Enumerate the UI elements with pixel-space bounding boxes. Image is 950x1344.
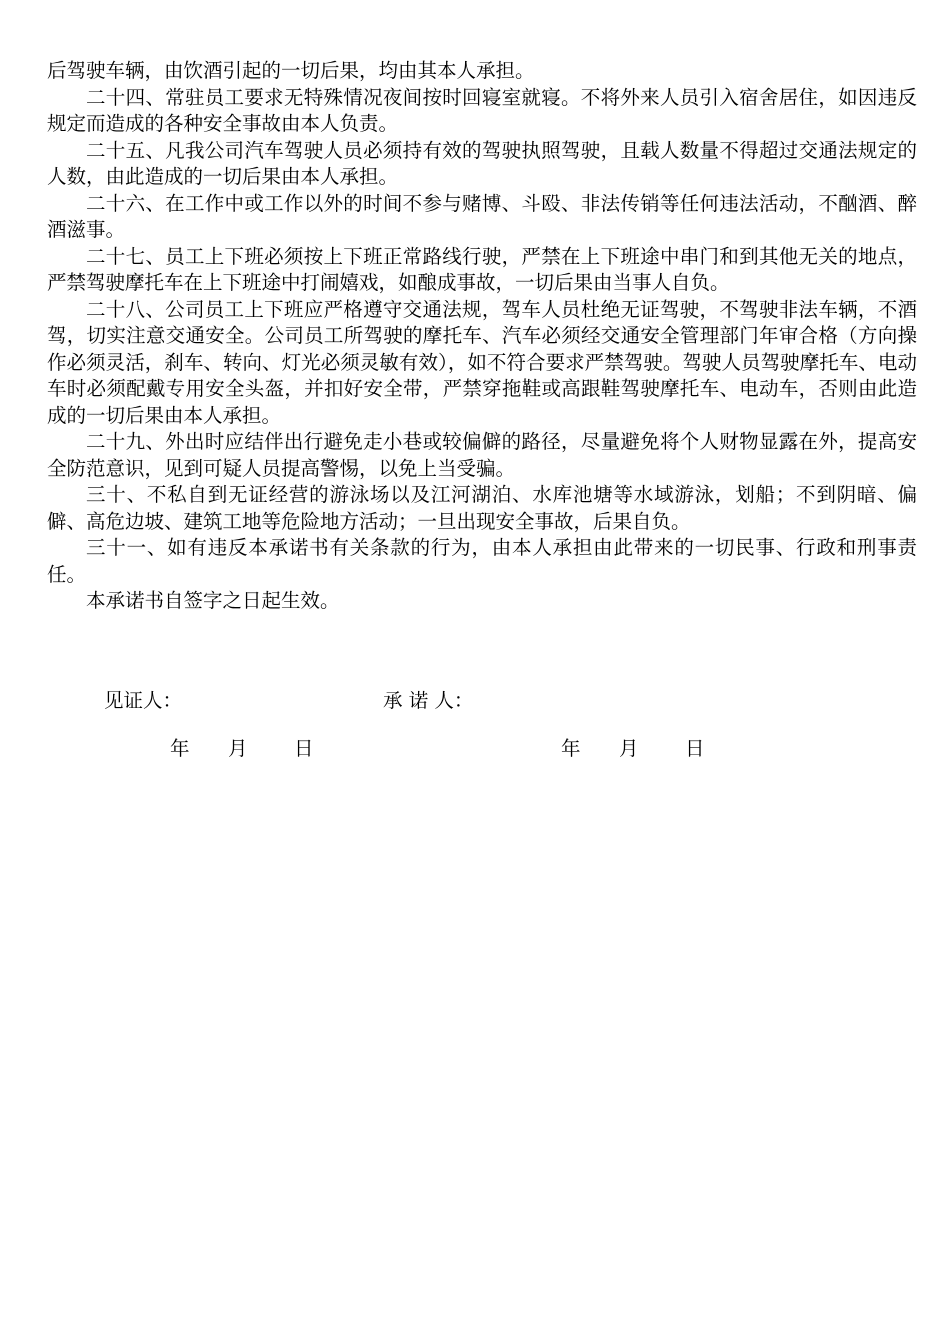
promisor-date-day: 日 (685, 737, 705, 760)
paragraph-clause-24: 二十四、常驻员工要求无特殊情况夜间按时回寝室就寝。不将外来人员引入宿舍居住，如因违反规定而造成的各种安全事故由本人负责。 (47, 85, 917, 135)
witness-date-month: 月 (228, 737, 248, 760)
promisor-date-year: 年 (561, 737, 581, 760)
paragraph-clause-25: 二十五、凡我公司汽车驾驶人员必须持有效的驾驶执照驾驶，且载人数量不得超过交通法规定的人数，由此造成的一切后果由本人承担。 (47, 138, 917, 188)
witness-label: 见证人： (104, 689, 183, 712)
paragraph-effective-date: 本承诺书自签字之日起生效。 (86, 589, 340, 612)
paragraph-clause-27: 二十七、员工上下班必须按上下班正常路线行驶，严禁在上下班途中串门和到其他无关的地点，严禁驾驶摩托车在上下班途中打闹嬉戏，如酿成事故，一切后果由当事人自负。 (47, 244, 917, 294)
paragraph-clause-30: 三十、不私自到无证经营的游泳场以及江河湖泊、水库池塘等水域游泳，划船；不到阴暗、偏僻、高危边坡、建筑工地等危险地方活动；一旦出现安全事故，后果自负。 (47, 483, 917, 533)
paragraph-clause-29: 二十九、外出时应结伴出行避免走小巷或较偏僻的路径，尽量避免将个人财物显露在外，提高安全防范意识，见到可疑人员提高警惕，以免上当受骗。 (47, 430, 917, 480)
witness-date-year: 年 (170, 737, 190, 760)
promisor-date-month: 月 (619, 737, 639, 760)
document-body (47, 58, 917, 615)
paragraph-clause-28: 二十八、公司员工上下班应严格遵守交通法规，驾车人员杜绝无证驾驶，不驾驶非法车辆，不酒驾，切实注意交通安全。公司员工所驾驶的摩托车、汽车必须经交通安全管理部门年审合格（方向操作必须灵活，刹车、转向、灯光必须灵敏有效），如不符合要求严禁驾驶。驾驶人员驾驶摩托车、电动车时必须配戴专用安全头盔，并扣好安全带，严禁穿拖鞋或高跟鞋驾驶摩托车、电动车，否则由此造成的一切后果由本人承担。 (47, 297, 917, 427)
paragraph-clause-31: 三十一、如有违反本承诺书有关条款的行为，由本人承担由此带来的一切民事、行政和刑事责任。 (47, 536, 917, 586)
witness-date-day: 日 (294, 737, 314, 760)
promisor-label: 承 诺 人： (383, 689, 474, 712)
paragraph-continuation: 后驾驶车辆，由饮酒引起的一切后果，均由其本人承担。 (47, 59, 535, 82)
paragraph-clause-26: 二十六、在工作中或工作以外的时间不参与赌博、斗殴、非法传销等任何违法活动，不酗酒、醉酒滋事。 (47, 191, 917, 241)
